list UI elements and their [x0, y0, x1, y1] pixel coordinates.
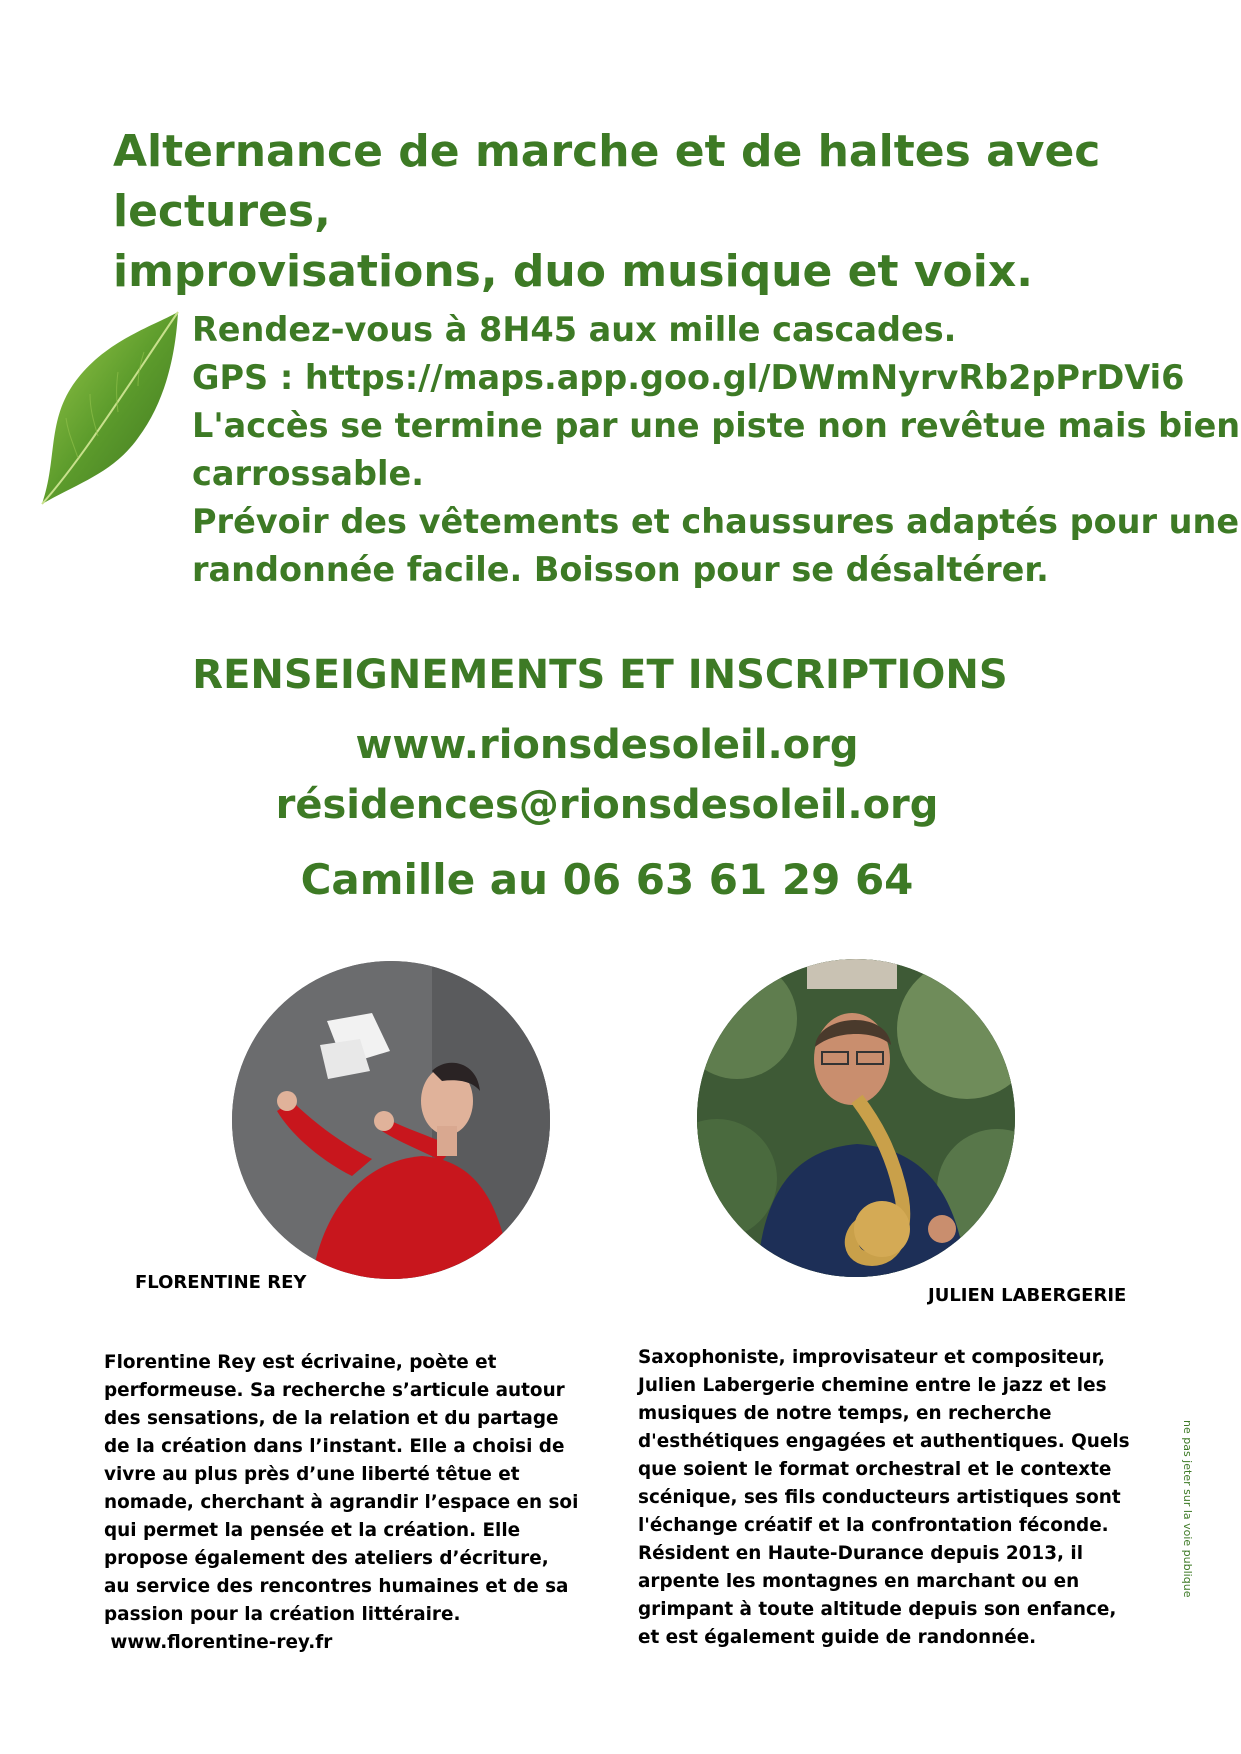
bio-line: scénique, ses fils conducteurs artistiques sont: [638, 1487, 1121, 1508]
bio-line: Florentine Rey est écrivaine, poète et: [104, 1352, 497, 1373]
artist-website-link[interactable]: www.florentine-rey.fr: [104, 1632, 333, 1653]
leaf-icon: [38, 308, 183, 508]
bio-line: Julien Labergerie chemine entre le jazz et les: [638, 1375, 1107, 1396]
artist-bio: [638, 1344, 1158, 1652]
email-link[interactable]: résidences@rionsdesoleil.org: [275, 782, 939, 828]
bio-line: nomade, cherchant à agrandir l’espace en soi: [104, 1492, 579, 1513]
bio-line: grimpant à toute altitude depuis son enfance,: [638, 1599, 1117, 1620]
bio-line: Résident en Haute-Durance depuis 2013, il: [638, 1543, 1084, 1564]
bio-line: et est également guide de randonnée.: [638, 1627, 1037, 1648]
headline-line: Alternance de marche et de haltes avec lectures,: [113, 126, 1101, 237]
equipment-text: Prévoir des vêtements et chaussures adaptés pour une: [192, 502, 1240, 541]
bio-line: passion pour la création littéraire.: [104, 1604, 461, 1625]
artist-name: JULIEN LABERGERIE: [928, 1285, 1127, 1306]
meeting-point-text: Rendez-vous à 8H45 aux mille cascades.: [192, 310, 957, 349]
contact-title: RENSEIGNEMENTS ET INSCRIPTIONS: [192, 652, 1008, 698]
phone-contact[interactable]: Camille au 06 63 61 29 64: [300, 855, 914, 904]
side-note: ne pas jeter sur la voie publique: [1181, 1420, 1194, 1598]
bio-line: de la création dans l’instant. Elle a choisi de: [104, 1436, 565, 1457]
bio-line: vivre au plus près d’une liberté têtue et: [104, 1464, 520, 1485]
bio-line: des sensations, de la relation et du partage: [104, 1408, 559, 1429]
access-text: L'accès se termine par une piste non revêtue mais bien: [192, 406, 1241, 445]
headline-line: improvisations, duo musique et voix.: [113, 246, 1033, 297]
website-link[interactable]: www.rionsdesoleil.org: [355, 722, 859, 768]
bio-line: propose également des ateliers d’écriture,: [104, 1548, 549, 1569]
bio-line: l'échange créatif et la confrontation féconde.: [638, 1515, 1109, 1536]
bio-line: Saxophoniste, improvisateur et compositeur,: [638, 1347, 1105, 1368]
bio-line: au service des rencontres humaines et de sa: [104, 1576, 569, 1597]
portrait-julien-labergerie: [697, 959, 1015, 1277]
practical-info: [192, 306, 1241, 594]
bio-line: d'esthétiques engagées et authentiques. Quels: [638, 1431, 1130, 1452]
artist-bio: [104, 1349, 604, 1657]
bio-line: performeuse. Sa recherche s’articule autour: [104, 1380, 565, 1401]
bio-line: musiques de notre temps, en recherche: [638, 1403, 1052, 1424]
equipment-text: randonnée facile. Boisson pour se désaltérer.: [192, 550, 1049, 589]
bio-line: que soient le format orchestral et le contexte: [638, 1459, 1112, 1480]
gps-link[interactable]: GPS : https://maps.app.goo.gl/DWmNyrvRb2pPrDVi6: [192, 358, 1185, 397]
access-text: carrossable.: [192, 454, 424, 493]
headline: [113, 122, 1193, 302]
bio-line: qui permet la pensée et la création. Elle: [104, 1520, 521, 1541]
portrait-florentine-rey: [232, 961, 550, 1279]
artist-name: FLORENTINE REY: [135, 1272, 307, 1293]
bio-line: arpente les montagnes en marchant ou en: [638, 1571, 1080, 1592]
